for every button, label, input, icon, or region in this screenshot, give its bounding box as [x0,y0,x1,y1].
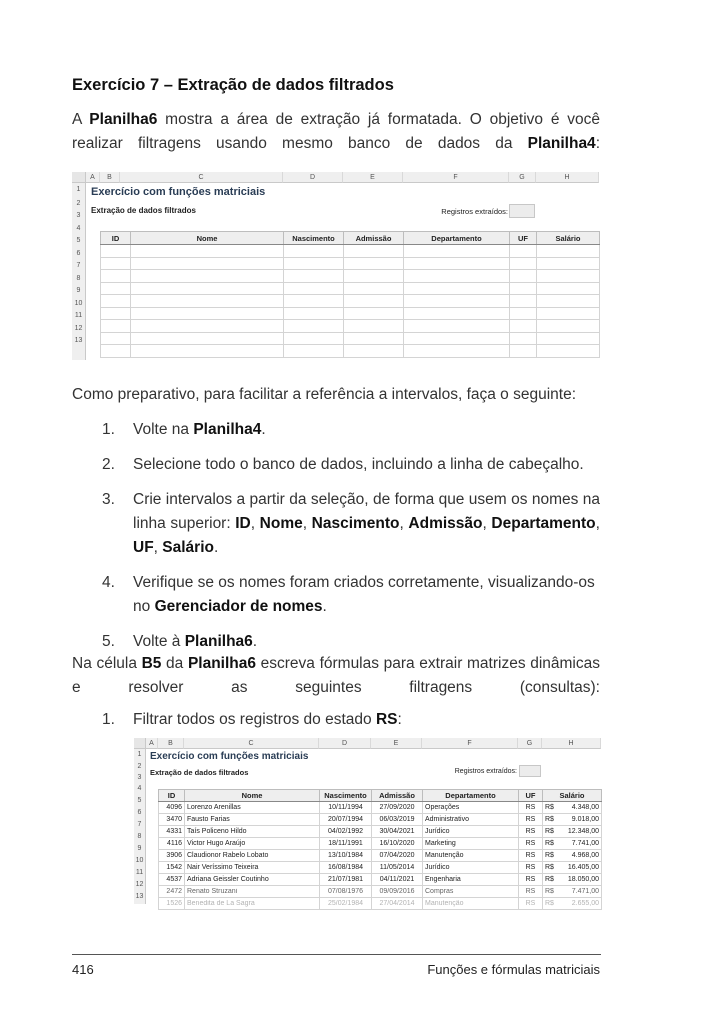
column-header: H [542,738,601,749]
header-salary: Salário [537,232,600,245]
table-row: 4096 Lorenzo Arenillas 10/11/1994 27/09/2020 Operações RS R$ 4.348,00 [159,802,602,814]
table-row [101,270,600,283]
list-item: 5. Volte à Planilha6. [102,633,258,650]
table-row [101,332,600,345]
page-number: 416 [72,962,94,977]
spreadsheet-rs-results [134,738,601,907]
table-row [101,295,600,308]
column-header: A [86,172,100,183]
column-header: D [319,738,371,749]
select-all-corner [72,172,86,183]
filter-steps-list [72,708,600,732]
prep-paragraph: Como preparativo, para facilitar a referência a intervalos, faça o seguinte: [72,386,577,403]
header-salary: Salário [543,790,602,802]
records-extracted-label: Registros extraídos: [441,207,508,216]
column-header: B [100,172,120,183]
column-header: G [518,738,542,749]
table-row [101,307,600,320]
results-table [158,789,602,910]
chapter-title: Funções e fórmulas matriciais [427,962,600,977]
column-header: B [158,738,184,749]
sheet-subtitle: Extração de dados filtrados [150,768,249,777]
footer-divider [72,954,601,955]
header-birth: Nascimento [320,790,372,802]
table-row [101,245,600,258]
row-number-column: 1 2 3 4 5 6 7 8 9 10 11 12 13 [134,749,146,904]
column-header: A [146,738,158,749]
header-hired: Admissão [344,232,404,245]
table-row: 4537 Adriana Geissler Coutinho 21/07/1981 04/11/2021 Engenharia RS R$ 18.050,00 [159,874,602,886]
header-dept: Departamento [404,232,510,245]
spreadsheet-extraction-area [72,172,599,360]
extraction-table [100,231,600,358]
column-header: C [184,738,319,749]
cell-paragraph: Na célula B5 da Planilha6 escreva fórmulas para extrair matrizes dinâmicas e resolver as seguintes filtragens (consultas): [72,655,600,696]
select-all-corner [134,738,146,749]
table-row: 4116 Victor Hugo Araújo 18/11/1991 16/10/2020 Marketing RS R$ 7.741,00 [159,838,602,850]
prep-steps-list [72,418,600,654]
table-row: 3470 Fausto Farias 20/07/1994 06/03/2019 Administrativo RS R$ 9.018,00 [159,814,602,826]
sheet-title: Exercício com funções matriciais [150,751,309,762]
table-row: 3906 Claudionor Rabelo Lobato 13/10/1984 07/04/2020 Manutenção RS R$ 4.968,00 [159,850,602,862]
column-header: H [536,172,599,183]
list-item: 1. Filtrar todos os registros do estado RS: [102,711,402,728]
row-number-column: 1 2 3 4 5 6 7 8 9 10 11 12 13 [72,183,86,360]
list-item: 3. Crie intervalos a partir da seleção, de forma que usem os nomes na linha superior: ID, Nome, Nascimento, Admissão, Departamento, UF, Salário. [102,491,600,556]
column-header: E [343,172,403,183]
header-dept: Departamento [423,790,519,802]
table-row [101,282,600,295]
list-item: 1. Volte na Planilha4. [102,421,266,438]
header-id: ID [101,232,131,245]
header-hired: Admissão [372,790,423,802]
column-header: F [403,172,509,183]
sheet-title: Exercício com funções matriciais [91,186,266,198]
column-header: F [422,738,518,749]
page-title: Exercício 7 – Extração de dados filtrados [72,76,394,94]
column-header: E [371,738,422,749]
header-id: ID [159,790,185,802]
table-row [101,320,600,333]
records-extracted-cell[interactable] [519,765,541,777]
header-uf: UF [519,790,543,802]
table-row: 1526 Benedita de La Sagra 25/02/1984 27/04/2014 Manutenção RS R$ 2.655,00 [159,898,602,910]
header-birth: Nascimento [284,232,344,245]
column-header: G [509,172,536,183]
table-row [101,257,600,270]
header-name: Nome [131,232,284,245]
records-extracted-cell[interactable] [509,204,535,218]
list-item: 4. Verifique se os nomes foram criados corretamente, visualizando-os no Gerenciador de nomes. [102,574,595,615]
intro-paragraph: A Planilha6 mostra a área de extração já formatada. O objetivo é você realizar filtragens usando mesmo banco de dados da Planilha4: [72,111,600,152]
table-row: 4331 Taís Policeno Hildo 04/02/1992 30/04/2021 Jurídico RS R$ 12.348,00 [159,826,602,838]
table-row: 2472 Renato Struzani 07/08/1976 09/09/2016 Compras RS R$ 7.471,00 [159,886,602,898]
list-item: 2. Selecione todo o banco de dados, incluindo a linha de cabeçalho. [102,456,584,473]
records-extracted-label: Registros extraídos: [454,768,517,775]
sheet-subtitle: Extração de dados filtrados [91,206,196,215]
header-uf: UF [510,232,537,245]
table-row: 1542 Nair Veríssimo Teixeira 16/08/1984 11/05/2014 Jurídico RS R$ 16.405,00 [159,862,602,874]
column-header: C [120,172,283,183]
header-name: Nome [185,790,320,802]
column-header: D [283,172,343,183]
table-row [101,345,600,358]
